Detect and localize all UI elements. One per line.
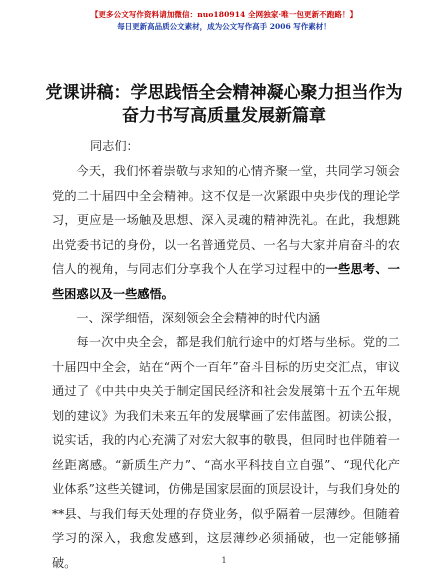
promo-banner-line-1: 【更多公文写作资料请加微信：nuo180914 全网独家·唯一包更新不跑路！】 [90,10,358,19]
paragraph-intro-bold: 一些思考、一些困惑以及一些感悟。 [52,262,400,301]
promo-banner-line-2: 每日更新高品质公文素材，成为公文写作高手 2006 写作素材！ [117,22,331,31]
document-title: 党课讲稿：学思践悟全会精神凝心聚力担当作为奋力书写高质量发展新篇章 [45,83,403,126]
paragraph-intro-text: 今天，我们怀着崇敬与求知的心情齐聚一堂，共同学习领会党的二十届四中全会精神。这不仅是一次紧跟中央步伐的理论学习，更应是一场触及思想、深入灵魂的精神洗礼。在此，我想跳出党委书记的身份，以一名普通党员、一名与大家并肩奋斗的农信人的视角，与同志们分享我个人在学习过程中的 [52,164,400,276]
paragraph-section-1: 每一次中央全会，都是我们航行途中的灯塔与坐标。党的二十届四中全会，站在“两个一百年”奋斗目标的历史交汇点，审议通过了《中共中央关于制定国民经济和社会发展第十五个五年规划的建议》为我们未来五年的发展擘画了宏伟蓝图。初读公报，说实话，我的内心充满了对宏大叙事的敬畏，但同时也伴随着一丝距离感。“新质生产力”、“高水平科技自立自强”、“现代化产业体系”这些关键词，仿佛是国家层面的顶层设计，与我们身处的**县、与我们每天处理的存贷业务，似乎隔着一层薄纱。但随着学习的深入，我愈发感到，这层薄纱必须捅破，也一定能够捅破。 [52,335,400,570]
section-heading: 一、深学细悟，深刻领会全会精神的时代内涵 [76,311,321,325]
paragraph-intro [52,159,400,306]
greeting: 同志们： [90,139,139,153]
page-number: 1 [221,556,227,565]
